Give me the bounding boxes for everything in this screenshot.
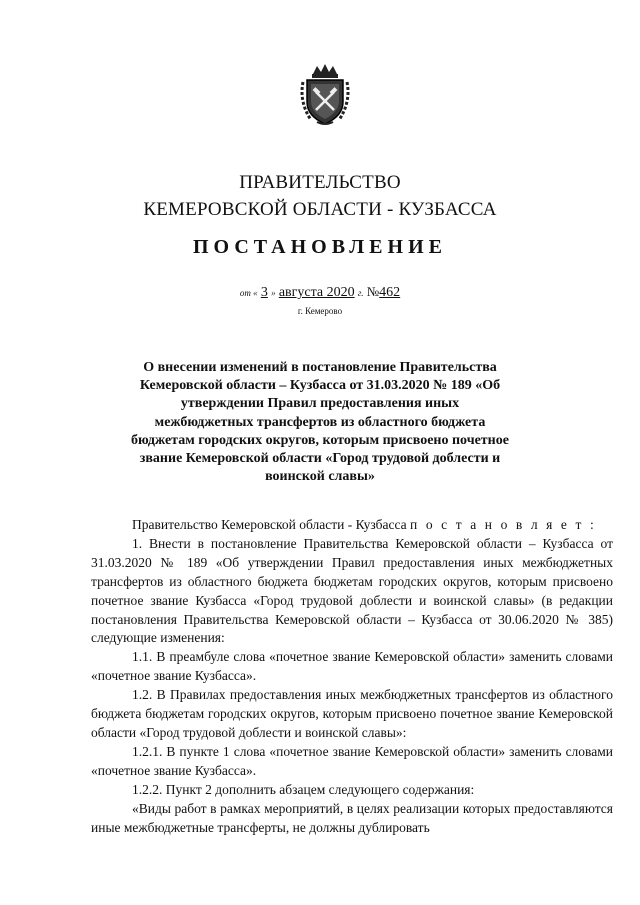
paragraph-1-2-1: 1.2.1. В пункте 1 слова «почетное звание Кемеровской области» заменить словами «почетное звание Кузбасса». [91,743,613,778]
date-prefix: от « [239,288,258,298]
city-label: г. Кемерово [297,306,343,316]
paragraph-1-2: 1.2. В Правилах предоставления иных межбюджетных трансфертов из областного бюджета бюджетам городских округов, которым присвоено почетное звание Кемеровской области «Город трудовой доблести и воинской славы»: [91,687,613,740]
document-type-title: ПОСТАНОВЛЕНИЕ [193,236,447,258]
number-sign: № [366,284,380,299]
document-subject: О внесении изменений в постановление Правительства Кемеровской области – Кузбасса от 31.03.2020 № 189 «Об утверждении Правил предоставления иных межбюджетных трансфертов из областного бюджета бюджетам городских округов, которым присвоено почетное звание Кемеровской области «Город трудовой доблести и воинской славы» [131,360,509,485]
document-body [91,516,613,837]
government-name-line2: КЕМЕРОВСКОЙ ОБЛАСТИ - КУЗБАССА [143,199,497,220]
document-number: 462 [379,285,401,300]
date-month-year: августа 2020 [278,285,355,300]
government-name-line1: ПРАВИТЕЛЬСТВО [239,172,401,193]
intro-verb: п о с т а н о в л я е т : [410,517,597,532]
paragraph-1-1: 1.1. В преамбуле слова «почетное звание Кемеровской области» заменить словами «почетное звание Кузбасса». [91,649,613,684]
date-year-suffix: г. [357,288,364,298]
paragraph-quote: «Виды работ в рамках мероприятий, в целях реализации которых предоставляются иные межбюджетные трансферты, не должны дублировать [91,800,613,835]
date-day: 3 [260,285,268,300]
intro-paragraph [91,516,613,535]
paragraph-1: 1. Внести в постановление Правительства Кемеровской области – Кузбасса от 31.03.2020 № 189 «Об утверждении Правил предоставления иных межбюджетных трансфертов из областного бюджета бюджетам городских округов, которым присвоено почетное звание Кузбасса «Город трудовой доблести и воинской славы» (в редакции постановления Правительства Кемеровской области – Кузбасса от 30.06.2020 № 385) следующие изменения: [91,535,613,646]
kuzbass-coat-of-arms-icon [299,62,351,126]
date-number-line [0,284,640,301]
paragraph-1-2-2: 1.2.2. Пункт 2 дополнить абзацем следующего содержания: [132,781,475,797]
intro-prefix: Правительство Кемеровской области - Кузбасса [132,517,407,532]
date-mid: » [271,288,276,298]
